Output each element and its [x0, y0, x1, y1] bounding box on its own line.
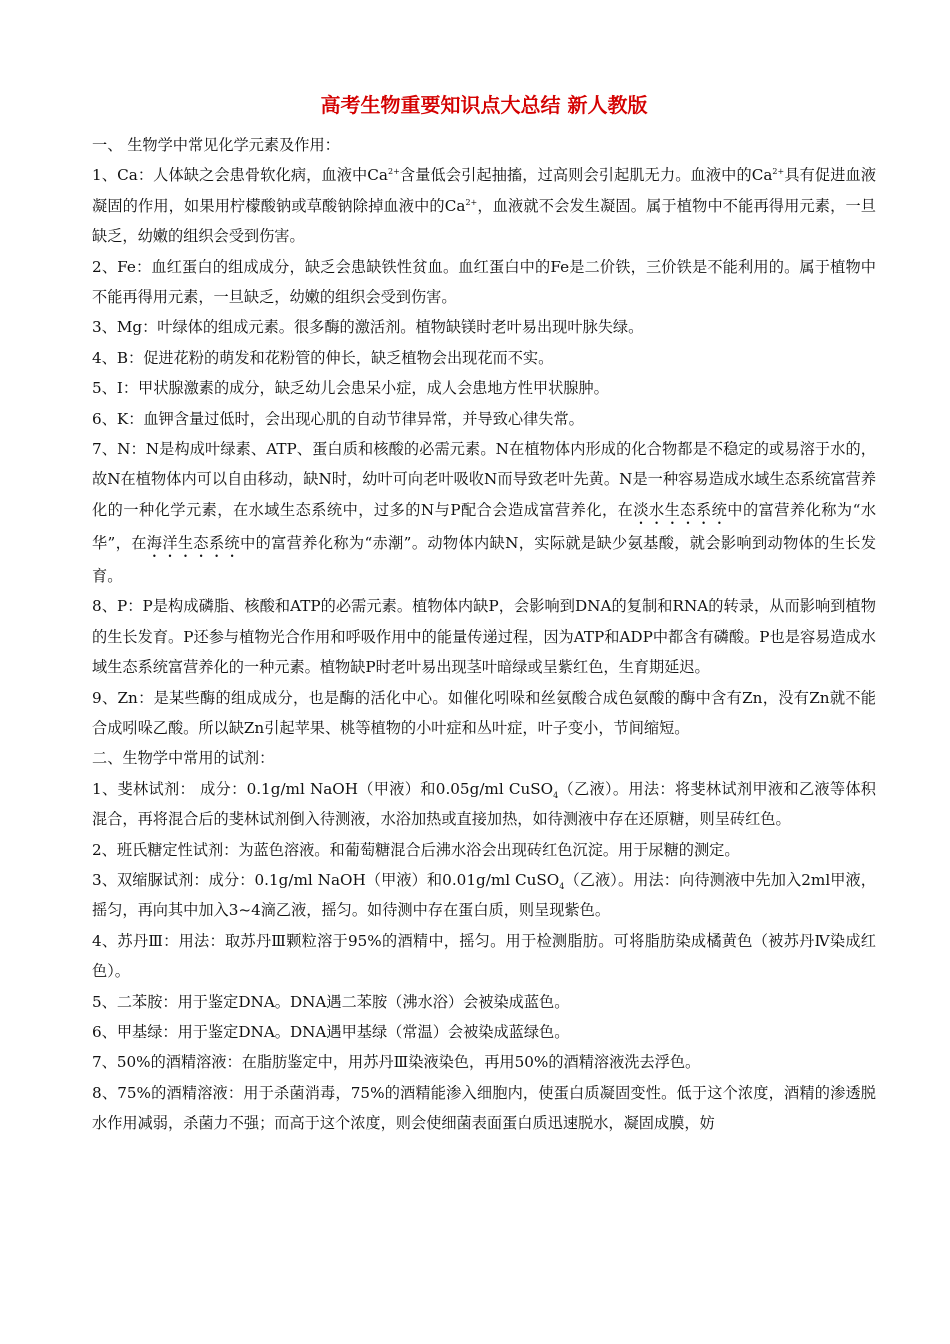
paragraph-sudan: 4、苏丹Ⅲ：用法：取苏丹Ⅲ颗粒溶于95%的酒精中，摇匀。用于检测脂肪。可将脂肪染成橘黄色（被苏丹Ⅳ染成红色）。	[92, 931, 876, 981]
ca-text-1: 1、Ca：人体缺之会患骨软化病，血液中Ca	[92, 166, 388, 185]
biuret-text-1: 3、双缩脲试剂：成分：0.1g/ml NaOH（甲液）和0.01g/ml CuSO	[92, 870, 560, 889]
n-emphasis-freshwater: 淡水生态系统	[633, 500, 728, 519]
paragraph-diphenylamine: 5、二苯胺：用于鉴定DNA。DNA遇二苯胺（沸水浴）会被染成蓝色。	[92, 992, 570, 1011]
paragraph-benedict: 2、班氏糖定性试剂：为蓝色溶液。和葡萄糖混合后沸水浴会出现砖红色沉淀。用于尿糖的测定。	[92, 840, 740, 859]
paragraph-alcohol-50: 7、50%的酒精溶液：在脂肪鉴定中，用苏丹Ⅲ染液染色，再用50%的酒精溶液洗去浮色。	[92, 1053, 701, 1072]
n-text-2: 中的富营养化称为“水华”，在	[92, 500, 877, 552]
paragraph-i: 5、I：甲状腺激素的成分，缺乏幼儿会患呆小症，成人会患地方性甲状腺肿。	[92, 379, 609, 398]
fehling-text-1: 1、斐林试剂： 成分：0.1g/ml NaOH（甲液）和0.05g/ml CuSO	[92, 779, 554, 798]
paragraph-ca	[92, 160, 876, 251]
ca-superscript-1: 2+	[388, 167, 400, 177]
ca-superscript-2: 2+	[772, 167, 785, 177]
n-text-1: 7、N：N是构成叶绿素、ATP、蛋白质和核酸的必需元素。N在植物体内形成的化合物都是不稳定的或易溶于水的，故N在植物体内可以自由移动，缺N时，幼叶可向老叶吸收N而导致老叶先黄。N是一种容易造成水域生态系统富营养化的一种化学元素，在水域生态系统中，过多的N与P配合会造成富营养化，在	[92, 440, 876, 519]
n-text-3: 中的富营养化称为“赤潮”。动物体内缺N，实际就是缺少氨基酸，就会影响到动物体的生长发育。	[92, 533, 877, 585]
paragraph-methyl-green: 6、甲基绿：用于鉴定DNA。DNA遇甲基绿（常温）会被染成蓝绿色。	[92, 1022, 570, 1041]
biuret-text-2: （乙液）。用法：向待测液中先加入2ml甲液，摇匀，再向其中加入3~4滴乙液，摇匀。如待测中存在蛋白质，则呈现紫色。	[92, 870, 876, 920]
fehling-text-2: （乙液）。用法：将斐林试剂甲液和乙液等体积混合，再将混合后的斐林试剂倒入待测液，水浴加热或直接加热，如待测液中存在还原糖，则呈砖红色。	[92, 779, 876, 829]
ca-text-2: 含量低会引起抽搐，过高则会引起肌无力。血液中的Ca	[399, 166, 773, 185]
section-heading-reagents: 二、生物学中常用的试剂：	[92, 749, 275, 768]
page-title: 高考生物重要知识点大总结 新人教版	[320, 93, 648, 117]
n-emphasis-marine: 海洋生态系统	[146, 533, 241, 552]
paragraph-k: 6、K：血钾含量过低时，会出现心肌的自动节律异常，并导致心律失常。	[92, 409, 584, 428]
section-heading-elements: 一、 生物学中常见化学元素及作用：	[92, 136, 340, 154]
paragraph-alcohol-75: 8、75%的酒精溶液：用于杀菌消毒，75%的酒精能渗入细胞内，使蛋白质凝固变性。低于这个浓度，酒精的渗透脱水作用减弱，杀菌力不强；而高于这个浓度，则会使细菌表面蛋白质迅速脱水，凝固成膜，妨	[92, 1083, 876, 1133]
paragraph-biuret	[92, 865, 876, 926]
paragraph-zn: 9、Zn：是某些酶的组成成分，也是酶的活化中心。如催化吲哚和丝氨酸合成色氨酸的酶中含有Zn，没有Zn就不能合成吲哚乙酸。所以缺Zn引起苹果、桃等植物的小叶症和丛叶症，叶子变小，节间缩短。	[92, 688, 876, 737]
ca-superscript-3: 2+	[465, 197, 478, 207]
ca-text-4: ，血液就不会发生凝固。属于植物中不能再得用元素，一旦缺乏，幼嫩的组织会受到伤害。	[92, 196, 876, 246]
biuret-subscript: 4	[559, 881, 565, 891]
paragraph-fe: 2、Fe：血红蛋白的组成成分，缺乏会患缺铁性贫血。血红蛋白中的Fe是二价铁，三价铁是不能利用的。属于植物中不能再得用元素，一旦缺乏，幼嫩的组织会受到伤害。	[92, 257, 876, 307]
paragraph-n	[92, 434, 876, 591]
ca-text-3: 具有促进血液凝固的作用，如果用柠檬酸钠或草酸钠除掉血液中的Ca	[92, 166, 877, 215]
paragraph-b: 4、B：促进花粉的萌发和花粉管的伸长，缺乏植物会出现花而不实。	[92, 348, 554, 367]
paragraph-fehling	[92, 774, 876, 835]
fehling-subscript: 4	[553, 790, 559, 800]
paragraph-mg: 3、Mg：叶绿体的组成元素。很多酶的激活剂。植物缺镁时老叶易出现叶脉失绿。	[92, 318, 644, 337]
paragraph-p: 8、P：P是构成磷脂、核酸和ATP的必需元素。植物体内缺P，会影响到DNA的复制和RNA的转录，从而影响到植物的生长发育。P还参与植物光合作用和呼吸作用中的能量传递过程，因为ATP和ADP中都含有磷酸。P也是容易造成水域生态系统富营养化的一种元素。植物缺P时老叶易出现茎叶暗绿或呈紫红色，生育期延迟。	[92, 597, 876, 677]
